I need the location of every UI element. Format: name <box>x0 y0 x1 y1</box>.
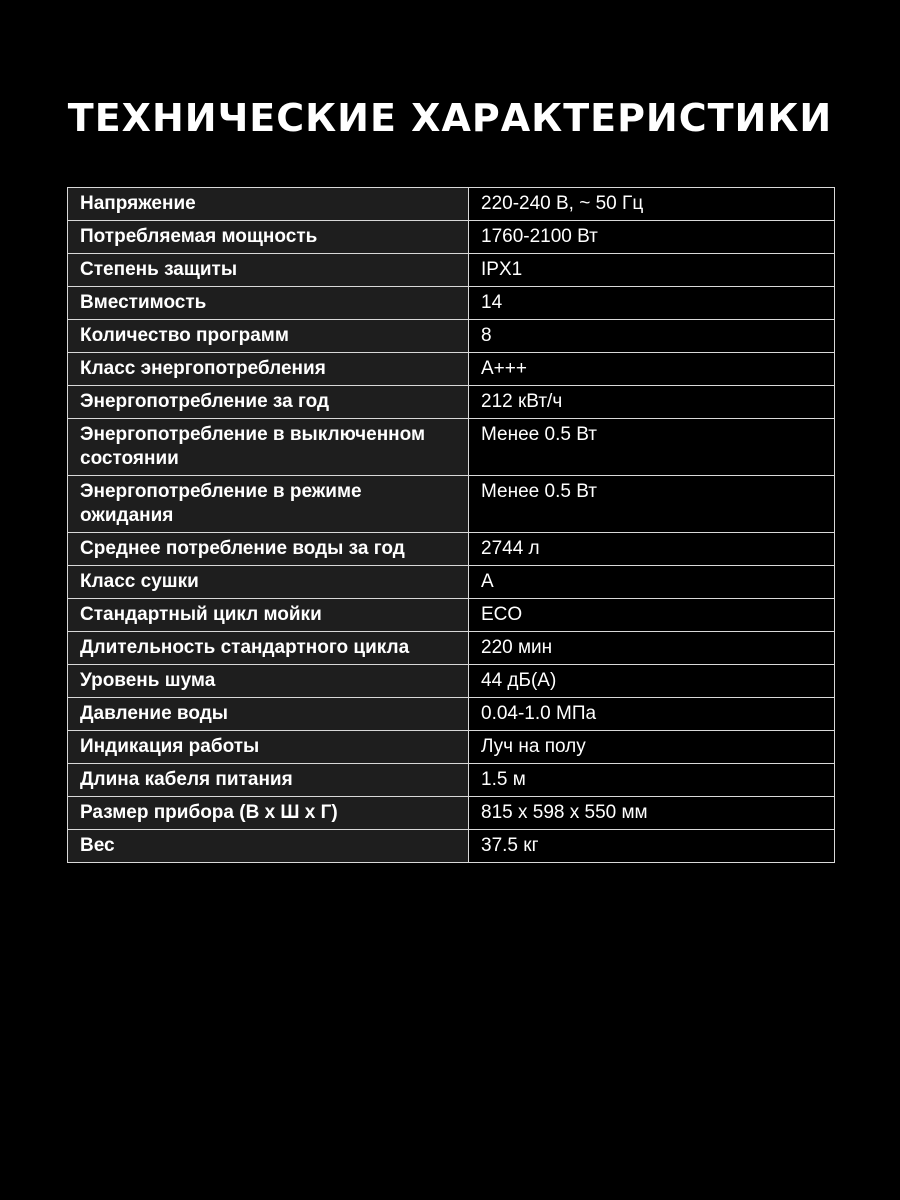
spec-label: Среднее потребление воды за год <box>68 533 469 566</box>
spec-label: Энергопотребление в выключенном состоянии <box>68 419 469 476</box>
spec-value: 220 мин <box>469 632 835 665</box>
spec-value: Менее 0.5 Вт <box>469 419 835 476</box>
table-row <box>68 797 835 830</box>
spec-label: Вместимость <box>68 287 469 320</box>
table-row <box>68 353 835 386</box>
page-title: ТЕХНИЧЕСКИЕ ХАРАКТЕРИСТИКИ <box>67 96 833 140</box>
spec-label: Давление воды <box>68 698 469 731</box>
table-row <box>68 566 835 599</box>
spec-label: Класс сушки <box>68 566 469 599</box>
spec-value: A+++ <box>469 353 835 386</box>
table-row <box>68 188 835 221</box>
spec-value: 1760-2100 Вт <box>469 221 835 254</box>
table-row <box>68 731 835 764</box>
spec-label: Размер прибора (В х Ш х Г) <box>68 797 469 830</box>
table-row <box>68 665 835 698</box>
table-row <box>68 764 835 797</box>
spec-label: Степень защиты <box>68 254 469 287</box>
spec-label: Энергопотребление за год <box>68 386 469 419</box>
spec-label: Стандартный цикл мойки <box>68 599 469 632</box>
spec-value: 2744 л <box>469 533 835 566</box>
table-row <box>68 632 835 665</box>
spec-label: Энергопотребление в режиме ожидания <box>68 476 469 533</box>
spec-label: Длина кабеля питания <box>68 764 469 797</box>
specs-table <box>67 187 835 863</box>
table-row <box>68 386 835 419</box>
table-row <box>68 254 835 287</box>
spec-value: 14 <box>469 287 835 320</box>
table-row <box>68 287 835 320</box>
table-row <box>68 419 835 476</box>
spec-value: 8 <box>469 320 835 353</box>
spec-label: Вес <box>68 830 469 863</box>
table-row <box>68 830 835 863</box>
table-row <box>68 221 835 254</box>
spec-value: 37.5 кг <box>469 830 835 863</box>
spec-value: 212 кВт/ч <box>469 386 835 419</box>
spec-value: A <box>469 566 835 599</box>
table-row <box>68 698 835 731</box>
spec-value: Менее 0.5 Вт <box>469 476 835 533</box>
table-row <box>68 599 835 632</box>
spec-label: Количество программ <box>68 320 469 353</box>
spec-value: 220-240 В, ~ 50 Гц <box>469 188 835 221</box>
spec-label: Класс энергопотребления <box>68 353 469 386</box>
spec-value: 1.5 м <box>469 764 835 797</box>
spec-value: 815 х 598 х 550 мм <box>469 797 835 830</box>
table-row <box>68 533 835 566</box>
spec-label: Потребляемая мощность <box>68 221 469 254</box>
spec-value: 0.04-1.0 МПа <box>469 698 835 731</box>
spec-label: Индикация работы <box>68 731 469 764</box>
spec-value: Луч на полу <box>469 731 835 764</box>
spec-value: IPX1 <box>469 254 835 287</box>
spec-label: Напряжение <box>68 188 469 221</box>
spec-label: Уровень шума <box>68 665 469 698</box>
table-row <box>68 320 835 353</box>
spec-value: 44 дБ(А) <box>469 665 835 698</box>
table-row <box>68 476 835 533</box>
spec-value: ECO <box>469 599 835 632</box>
spec-label: Длительность стандартного цикла <box>68 632 469 665</box>
